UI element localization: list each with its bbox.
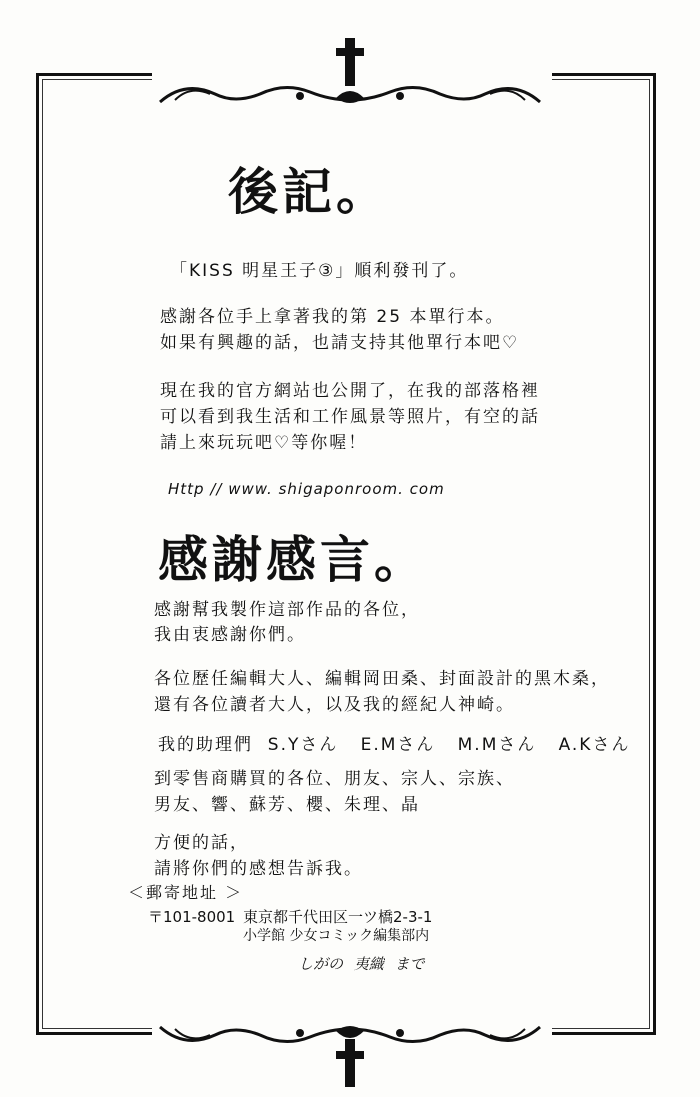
afterword-thanks-line-1: 感謝各位手上拿著我的第 25 本單行本。 (160, 307, 505, 327)
shops-line-1: 到零售商購買的各位、朋友、宗人、宗族、 (154, 769, 515, 789)
afterword-site-line-1: 現在我的官方網站也公開了，在我的部落格裡 (160, 381, 540, 401)
author-signoff: しがの 夷織 まで (298, 955, 425, 973)
address-line-2: 小学館 少女コミック編集部内 (243, 928, 430, 944)
address-line-1: 東京都千代田区一ツ橋2-3-1 (243, 908, 433, 926)
top-cross-ornament (0, 30, 700, 120)
assistants-line: 我的助理們 S.Yさん E.Mさん M.Mさん A.Kさん (158, 735, 631, 755)
postal-code: 〒101-8001 (148, 908, 236, 926)
feedback-line-2: 請將你們的感想告訴我。 (154, 859, 363, 879)
afterword-intro: 「KISS 明星王子③」順利發刊了。 (170, 261, 469, 281)
thanks-line-2: 我由衷感謝你們。 (154, 625, 306, 645)
mailing-address-label: ＜郵寄地址 ＞ (128, 883, 244, 902)
afterword-title: 後記。 (228, 163, 390, 221)
afterword-site-line-3: 請上來玩玩吧♡等你喔！ (160, 433, 368, 453)
editors-line-1: 各位歷任編輯大人、編輯岡田桑、封面設計的黑木桑， (154, 669, 610, 689)
afterword-thanks-line-2: 如果有興趣的話，也請支持其他單行本吧♡ (160, 333, 520, 353)
website-url: Http // www. shigaponroom. com (168, 480, 445, 498)
feedback-line-1: 方便的話， (154, 833, 249, 853)
thanks-line-1: 感謝幫我製作這部作品的各位， (154, 600, 420, 620)
editors-line-2: 還有各位讀者大人，以及我的經紀人神崎。 (154, 695, 515, 715)
thanks-title: 感謝感言。 (158, 531, 428, 589)
afterword-site-line-2: 可以看到我生活和工作風景等照片，有空的話 (160, 407, 540, 427)
bottom-cross-ornament (0, 1005, 700, 1095)
shops-line-2: 男友、響、蘇芳、櫻、朱理、晶 (154, 795, 420, 815)
